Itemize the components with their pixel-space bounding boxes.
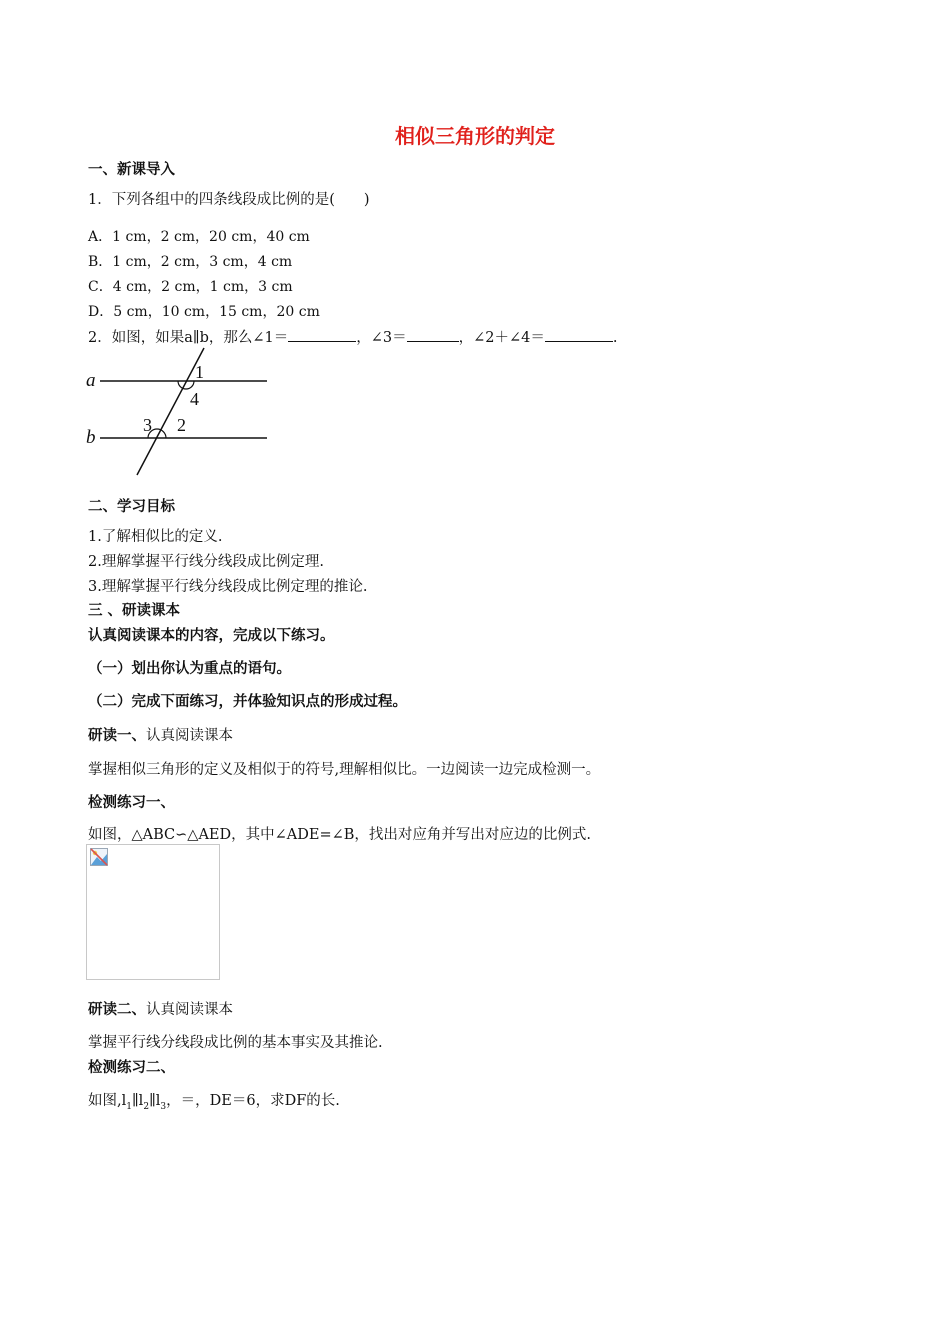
answer-blank-2[interactable] (407, 327, 459, 342)
question2 (88, 326, 617, 347)
parallel-lines-figure (80, 345, 280, 480)
section2-heading: 二、学习目标 (88, 499, 175, 515)
label-angle-2: 2 (177, 415, 186, 435)
page-title: 相似三角形的判定 (395, 124, 555, 148)
question1-option-d: D．5 cm，10 cm，15 cm，20 cm (88, 304, 320, 320)
check2-part1: 如图,l (88, 1093, 127, 1109)
goal-item-3: 3.理解掌握平行线分线段成比例定理的推论. (88, 579, 368, 595)
broken-image-placeholder (86, 844, 220, 980)
reading2-line (88, 998, 233, 1019)
reading1-line (88, 724, 233, 745)
question2-part2: ，∠3＝ (356, 330, 407, 346)
question2-part4: . (612, 330, 618, 346)
check2-part4: ，＝，DE＝6，求DF的长. (166, 1093, 340, 1109)
question2-part1: 2．如图，如果a∥b，那么∠1＝ (88, 330, 289, 346)
reading1-desc: 掌握相似三角形的定义及相似于的符号,理解相似比。一边阅读一边完成检测一。 (88, 762, 601, 778)
label-b: b (86, 427, 96, 448)
section3-sub1: （一）划出你认为重点的语句。 (88, 661, 291, 677)
section1-heading: 一、新课导入 (88, 162, 175, 178)
section3-sub2: （二）完成下面练习，并体验知识点的形成过程。 (88, 694, 407, 710)
label-angle-1: 1 (195, 362, 204, 382)
check1-text: 如图，△ABC∽△AED，其中∠ADE=∠B，找出对应角并写出对应边的比例式. (88, 827, 592, 843)
answer-blank-1[interactable] (288, 327, 356, 342)
label-angle-3: 3 (143, 415, 152, 435)
broken-image-icon (90, 848, 108, 866)
question1-option-c: C．4 cm，2 cm，1 cm，3 cm (88, 279, 293, 295)
transversal-line (137, 348, 204, 475)
answer-blank-3[interactable] (545, 327, 613, 342)
reading2-desc: 掌握平行线分线段成比例的基本事实及其推论. (88, 1035, 383, 1051)
section3-heading: 三 、研读课本 (88, 603, 181, 619)
subscript-1: 1 (126, 1101, 132, 1112)
check2-part3: ∥l (149, 1093, 161, 1109)
goal-item-1: 1.了解相似比的定义. (88, 529, 223, 545)
reading2-label: 研读二、 (88, 1002, 146, 1018)
question1-option-b: B．1 cm，2 cm，3 cm，4 cm (88, 254, 293, 270)
check2-label: 检测练习二、 (88, 1060, 175, 1076)
question2-part3: ，∠2＋∠4＝ (458, 330, 545, 346)
check2-text (88, 1089, 340, 1112)
question1-option-a: A．1 cm，2 cm，20 cm，40 cm (88, 229, 310, 245)
goal-item-2: 2.理解掌握平行线分线段成比例定理. (88, 554, 324, 570)
label-angle-4: 4 (190, 389, 199, 409)
reading2-text: 认真阅读课本 (146, 1002, 233, 1018)
check1-label: 检测练习一、 (88, 795, 175, 811)
label-a: a (86, 370, 96, 391)
check2-part2: ∥l (131, 1093, 144, 1109)
section3-intro: 认真阅读课本的内容，完成以下练习。 (88, 628, 335, 644)
question1-stem: 1．下列各组中的四条线段成比例的是( ) (88, 192, 370, 208)
subscript-2: 2 (143, 1101, 150, 1112)
subscript-3: 3 (160, 1101, 167, 1112)
reading1-label: 研读一、 (88, 728, 146, 744)
reading1-text: 认真阅读课本 (146, 728, 233, 744)
